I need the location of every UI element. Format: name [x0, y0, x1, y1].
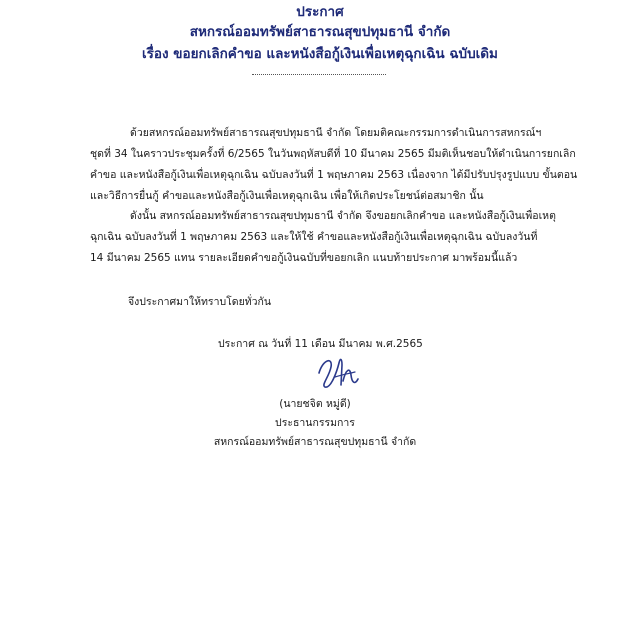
paragraph-3 — [90, 292, 560, 313]
cooperative-name: สหกรณ์ออมทรัพย์สาธารณสุขปทุมธานี จำกัด — [189, 24, 451, 40]
announcement-heading: ประกาศ — [296, 4, 344, 20]
paragraph-line: ดังนั้น สหกรณ์ออมทรัพย์สาธารณสุขปทุมธานี จำกัด จึงขอยกเลิกคำขอ และหนังสือกู้เงินเพื่อเหตุ — [130, 210, 556, 222]
handwritten-signature — [315, 355, 361, 391]
signatory-name: (นายชจิต หมู่ดี) — [279, 398, 351, 410]
paragraph-line: ด้วยสหกรณ์ออมทรัพย์สาธารณสุขปทุมธานี จำกัด โดยมติคณะกรรมการดำเนินการสหกรณ์ฯ — [130, 127, 542, 139]
dotted-divider — [252, 74, 386, 75]
closing-statement: จึงประกาศมาให้ทราบโดยทั่วกัน — [128, 296, 272, 308]
announcement-date: ประกาศ ณ วันที่ 11 เดือน มีนาคม พ.ศ.2565 — [218, 338, 423, 350]
paragraph-2 — [90, 206, 560, 269]
paragraph-line: ชุดที่ 34 ในคราวประชุมครั้งที่ 6/2565 ในวันพฤหัสบดีที่ 10 มีนาคม 2565 มีมติเห็นชอบให้ดำเนินการยกเลิก — [90, 148, 576, 160]
paragraph-line: และวิธีการยื่นกู้ คำขอและหนังสือกู้เงินเพื่อเหตุฉุกเฉิน เพื่อให้เกิดประโยชน์ต่อสมาชิก นั้น — [90, 190, 484, 202]
paragraph-line: 14 มีนาคม 2565 แทน รายละเอียดคำขอกู้เงินฉบับที่ขอยกเลิก แนบท้ายประกาศ มาพร้อมนี้แล้ว — [90, 252, 518, 264]
announcement-subject: เรื่อง ขอยกเลิกคำขอ และหนังสือกู้เงินเพื่อเหตุฉุกเฉิน ฉบับเดิม — [142, 46, 498, 62]
paragraph-line: ฉุกเฉิน ฉบับลงวันที่ 1 พฤษภาคม 2563 และให้ใช้ คำขอและหนังสือกู้เงินเพื่อเหตุฉุกเฉิน ฉบับลงวันที่ — [90, 231, 538, 243]
signatory-position: ประธานกรรมการ — [275, 417, 355, 429]
paragraph-1 — [90, 123, 578, 207]
paragraph-line: คำขอ และหนังสือกู้เงินเพื่อเหตุฉุกเฉิน ฉบับลงวันที่ 1 พฤษภาคม 2563 เนื่องจาก ได้มีปรับปรุงรูปแบบ ขั้นตอน — [90, 169, 578, 181]
signatory-organization: สหกรณ์ออมทรัพย์สาธารณสุขปทุมธานี จำกัด — [213, 436, 417, 448]
